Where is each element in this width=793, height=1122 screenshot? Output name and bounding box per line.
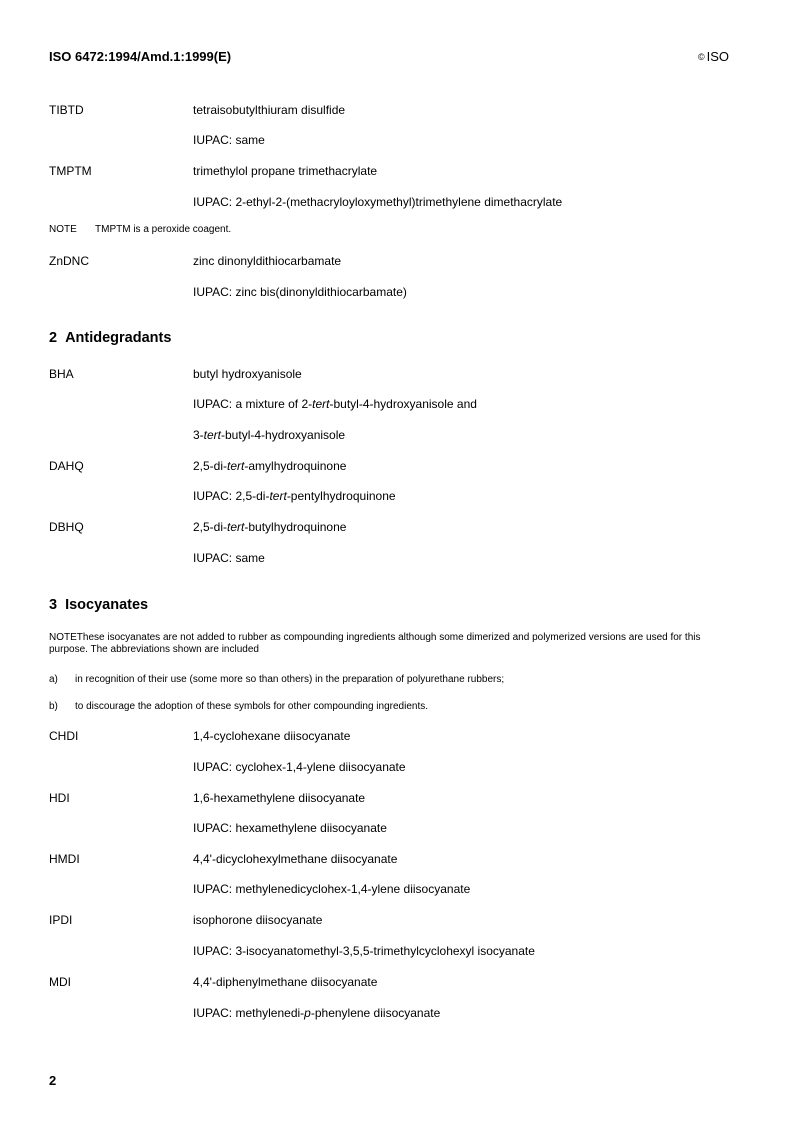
section-3-heading	[49, 597, 148, 613]
iupac-tibtd: IUPAC: same	[193, 133, 265, 147]
abbr-dbhq: DBHQ	[49, 520, 84, 534]
name-hmdi: 4,4'-dicyclohexylmethane diisocyanate	[193, 852, 398, 866]
iupac-zndnc: IUPAC: zinc bis(dinonyldithiocarbamate)	[193, 285, 407, 299]
note-text: TMPTM is a peroxide coagent.	[95, 224, 232, 235]
page-number: 2	[49, 1073, 57, 1088]
copyright	[698, 49, 729, 64]
note-label: NOTE	[49, 224, 77, 235]
name-zndnc: zinc dinonyldithiocarbamate	[193, 254, 342, 268]
abbr-hmdi: HMDI	[49, 852, 80, 866]
section-title: Antidegradants	[65, 330, 172, 346]
abbr-zndnc: ZnDNC	[49, 254, 90, 268]
section-number: 2	[49, 330, 58, 346]
iupac-ipdi: IUPAC: 3-isocyanatomethyl-3,5,5-trimethylcyclohexyl isocyanate	[193, 944, 535, 958]
section-2-heading	[49, 330, 171, 346]
note-label: NOTE	[49, 632, 77, 643]
name-ipdi: isophorone diisocyanate	[193, 913, 323, 927]
abbr-tibtd: TIBTD	[49, 103, 84, 117]
section-number: 3	[49, 597, 58, 613]
document-id: ISO 6472:1994/Amd.1:1999(E)	[49, 49, 232, 64]
note-tmptm	[49, 224, 231, 236]
name-bha: butyl hydroxyanisole	[193, 367, 302, 381]
name-mdi: 4,4'-diphenylmethane diisocyanate	[193, 975, 378, 989]
abbr-tmptm: TMPTM	[49, 164, 92, 178]
name-hdi: 1,6-hexamethylene diisocyanate	[193, 791, 366, 805]
name-dbhq: 2,5-di-tert-butylhydroquinone	[193, 520, 347, 534]
iupac-dbhq: IUPAC: same	[193, 551, 265, 565]
name-dahq: 2,5-di-tert-amylhydroquinone	[193, 459, 347, 473]
iupac-bha: IUPAC: a mixture of 2-tert-butyl-4-hydroxyanisole and	[193, 397, 477, 411]
abbr-hdi: HDI	[49, 791, 70, 805]
abbr-dahq: DAHQ	[49, 459, 84, 473]
copyright-symbol: ©	[697, 52, 705, 62]
abbr-bha: BHA	[49, 367, 74, 381]
abbr-mdi: MDI	[49, 975, 71, 989]
note-text: These isocyanates are not added to rubber as compounding ingredients although some dimerized and polymerized versions are used for this purpose. The abbreviations shown are included	[49, 632, 701, 655]
iupac-mdi: IUPAC: methylenedi-p-phenylene diisocyanate	[193, 1006, 441, 1020]
section-title: Isocyanates	[65, 597, 149, 613]
iupac-dahq: IUPAC: 2,5-di-tert-pentylhydroquinone	[193, 489, 396, 503]
name-tibtd: tetraisobutylthiuram disulfide	[193, 103, 346, 117]
note-item-b: b) to discourage the adoption of these symbols for other compounding ingredients.	[49, 701, 428, 712]
name-tmptm: trimethylol propane trimethacrylate	[193, 164, 378, 178]
note-item-a: a) in recognition of their use (some more so than others) in the preparation of polyurethane rubbers;	[49, 674, 505, 685]
iupac-bha-continued: 3-tert-butyl-4-hydroxyanisole	[193, 428, 346, 442]
iupac-tmptm: IUPAC: 2-ethyl-2-(methacryloyloxymethyl)trimethylene dimethacrylate	[193, 195, 563, 209]
iupac-chdi: IUPAC: cyclohex-1,4-ylene diisocyanate	[193, 760, 406, 774]
name-chdi: 1,4-cyclohexane diisocyanate	[193, 729, 351, 743]
iupac-hdi: IUPAC: hexamethylene diisocyanate	[193, 821, 387, 835]
abbr-ipdi: IPDI	[49, 913, 73, 927]
abbr-chdi: CHDI	[49, 729, 79, 743]
note-isocyanates	[49, 632, 739, 656]
publisher: ISO	[706, 49, 729, 64]
iupac-hmdi: IUPAC: methylenedicyclohex-1,4-ylene diisocyanate	[193, 882, 471, 896]
